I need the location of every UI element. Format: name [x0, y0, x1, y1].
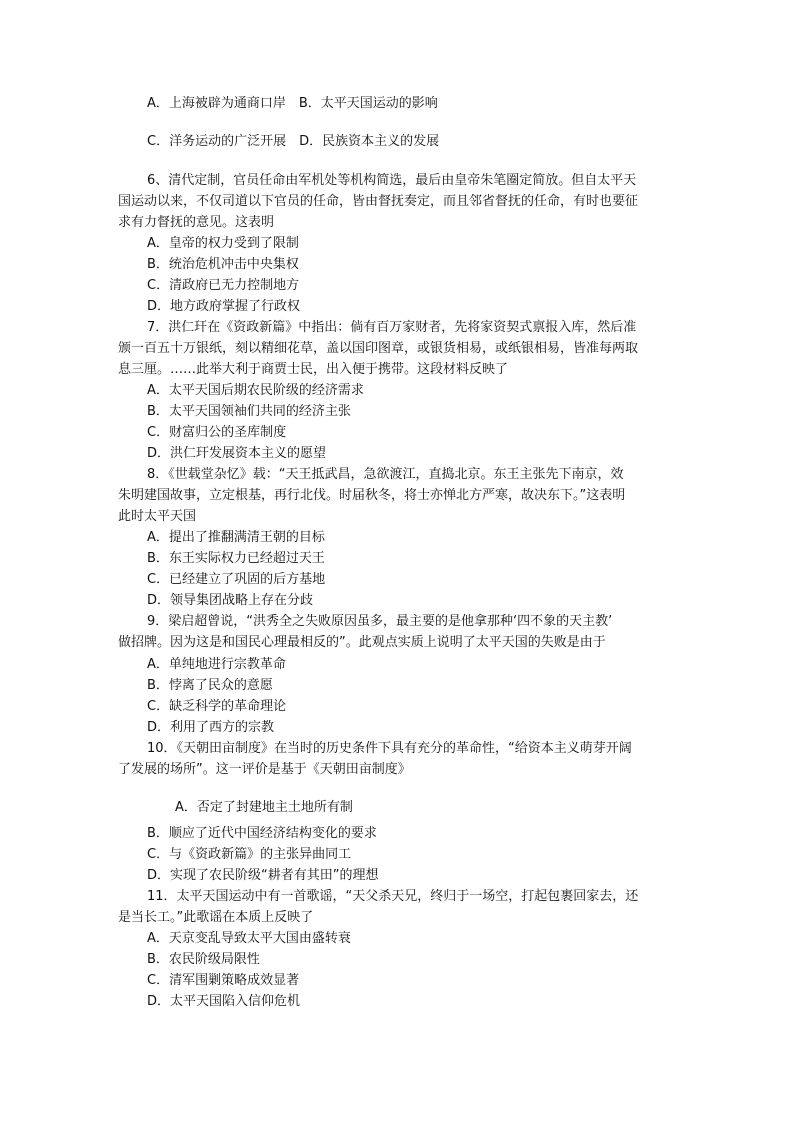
q9-option-c: C．缺乏科学的革命理论 [147, 699, 287, 714]
q6-stem-line2: 国运动以来，不仅司道以下官员的任命，皆由督抚奏定，而且邻省督抚的任命，有时也要征 [118, 194, 639, 209]
q7-option-b: B．太平天国领袖们共同的经济主张 [147, 404, 351, 419]
q5-options-ab: A．上海被辟为通商口岸 B．太平天国运动的影响 [147, 96, 438, 111]
q7-stem-line2: 颁一百五十万银纸，刻以精细花草，盖以国印图章，或银货相易，或纸银相易，皆准每两取 [118, 341, 639, 356]
q8-option-c: C．已经建立了巩固的后方基地 [147, 572, 326, 587]
q11-option-c: C．清军围剿策略成效显著 [147, 973, 300, 988]
q6-stem-line1: 6、清代定制，官员任命由军机处等机构简选，最后由皇帝朱笔圈定简放。但自太平天 [147, 173, 637, 188]
q9-option-d: D．利用了西方的宗教 [147, 720, 275, 735]
q6-stem-line3: 求有力督抚的意见。这表明 [118, 215, 275, 230]
q11-option-a: A．天京变乱导致太平大国由盛转衰 [147, 931, 351, 946]
q11-option-b: B．农民阶级局限性 [147, 952, 260, 967]
q8-stem-line1: 8．《世载堂杂忆》载：“天王抵武昌，急欲渡江，直捣北京。东王主张先下南京，效 [147, 467, 624, 482]
q10-option-d: D．实现了农民阶级“耕者有其田”的理想 [147, 868, 379, 883]
q10-option-c: C．与《资政新篇》的主张异曲同工 [147, 847, 352, 862]
q10-stem-line1: 10．《天朝田亩制度》在当时的历史条件下具有充分的革命性，“给资本主义萌芽开阔 [147, 741, 632, 756]
q9-option-b: B．悖离了民众的意愿 [147, 678, 273, 693]
q6-option-b: B．统治危机冲击中央集权 [147, 257, 299, 272]
q6-option-c: C．清政府已无力控制地方 [147, 278, 300, 293]
q9-option-a: A．单纯地进行宗教革命 [147, 657, 286, 672]
q7-stem-line3: 息三厘。……此举大利于商贾士民，出入便于携带。这段材料反映了 [118, 362, 509, 377]
q11-stem-line1: 11．太平天国运动中有一首歌谣，“天父杀天兄，终归于一场空，打起包裹回家去，还 [147, 889, 639, 904]
q11-stem-line2: 是当长工。”此歌谣在本质上反映了 [118, 910, 314, 925]
q6-option-d: D．地方政府掌握了行政权 [147, 299, 301, 314]
q8-option-d: D．领导集团战略上存在分歧 [147, 593, 314, 608]
q9-stem-line1: 9．梁启超曾说，“洪秀全之失败原因虽多，最主要的是他拿那种‘四不象的天主教’ [147, 614, 613, 629]
q8-stem-line2: 朱明建国故事，立定根基，再行北伐。时届秋冬，将士亦惮北方严寒，故决东下。”这表明 [118, 488, 626, 503]
q6-option-a: A．皇帝的权力受到了限制 [147, 236, 299, 251]
q10-stem-line2: 了发展的场所”。这一评价是基于《天朝田亩制度》 [118, 762, 411, 777]
q7-option-c: C．财富归公的圣库制度 [147, 425, 287, 440]
q7-option-d: D．洪仁玕发展资本主义的愿望 [147, 446, 327, 461]
q10-option-b: B．顺应了近代中国经济结构变化的要求 [147, 826, 377, 841]
q8-stem-line3: 此时太平天国 [118, 509, 197, 524]
q9-stem-line2: 做招牌。因为这是和国民心理最相反的”。此观点实质上说明了太平天国的失败是由于 [118, 635, 606, 650]
q8-option-b: B．东王实际权力已经超过天王 [147, 551, 325, 566]
q8-option-a: A．提出了推翻满清王朝的目标 [147, 530, 325, 545]
q11-option-d: D．太平天国陷入信仰危机 [147, 994, 301, 1009]
q5-options-cd: C．洋务运动的广泛开展 D．民族资本主义的发展 [147, 134, 440, 149]
q7-option-a: A．太平天国后期农民阶级的经济需求 [147, 383, 364, 398]
q10-option-a: A．否定了封建地主土地所有制 [175, 800, 353, 815]
q7-stem-line1: 7．洪仁玕在《资政新篇》中指出：倘有百万家财者，先将家资契式禀报入库，然后准 [147, 320, 637, 335]
